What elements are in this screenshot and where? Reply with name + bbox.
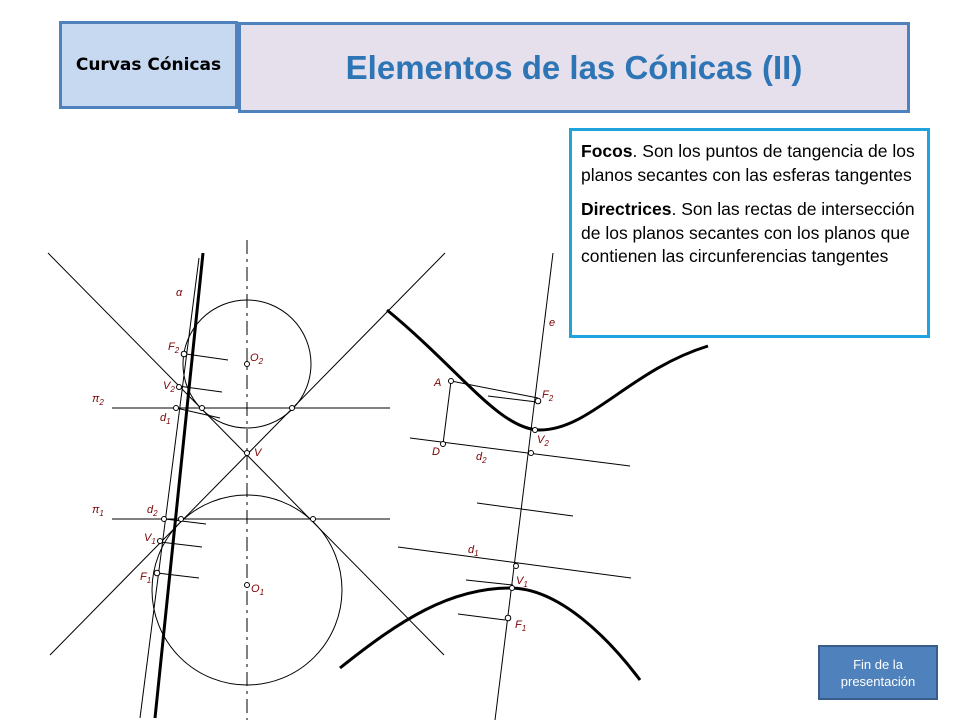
section-tab: Curvas Cónicas	[59, 21, 238, 109]
left-figure	[48, 240, 445, 720]
label-d1: $d_1$	[468, 544, 479, 558]
end-presentation-button[interactable]: Fin de la presentación	[818, 645, 938, 700]
point-d1-axis	[514, 564, 519, 569]
label-a: A	[434, 377, 442, 389]
tick-d1	[176, 408, 220, 418]
directrix-thin-line	[140, 258, 199, 718]
point-d2	[162, 517, 167, 522]
label-v: V	[254, 447, 262, 459]
point-v2	[533, 428, 538, 433]
parallel-mid	[477, 503, 573, 516]
label-v1: $V_1$	[516, 575, 528, 589]
label-f1: $F_1$	[515, 619, 527, 633]
point-f2	[181, 351, 187, 357]
label-d2: $d_2$	[476, 451, 487, 465]
right-labels	[432, 317, 555, 633]
point-v1	[158, 539, 163, 544]
label-d2: $d_2$	[147, 504, 158, 518]
label-v1: $V_1$	[144, 532, 156, 546]
point-pi1-b	[311, 517, 316, 522]
point-pi2-a	[200, 406, 205, 411]
alpha-plane-line	[155, 253, 203, 718]
label-v2: $V_2$	[163, 380, 175, 394]
label-o1: $O_1$	[251, 583, 265, 597]
label-v2: $V_2$	[537, 434, 549, 448]
point-f1	[505, 615, 511, 621]
label-e: e	[549, 317, 556, 329]
point-d	[441, 442, 446, 447]
point-v1	[510, 586, 515, 591]
left-labels	[92, 287, 264, 597]
focos-text: . Son los puntos de tangencia de los planos secantes con las esferas tangentes	[581, 141, 915, 185]
label-d: D	[432, 446, 440, 458]
tick-f1	[157, 573, 199, 578]
tick-f2	[488, 396, 537, 402]
point-v2	[177, 385, 182, 390]
label-pi2: $\pi_2$	[92, 393, 104, 407]
axis-e	[495, 253, 556, 720]
label-pi1: $\pi_1$	[92, 504, 104, 518]
label-alpha: α	[176, 287, 183, 299]
point-f1	[154, 570, 160, 576]
point-d2-axis	[529, 451, 534, 456]
point-v	[245, 451, 250, 456]
slide-title: Elementos de las Cónicas (II)	[238, 22, 910, 113]
tick-f1	[458, 614, 505, 620]
hyperbola-lower-branch	[340, 588, 640, 680]
point-pi1-a	[179, 517, 184, 522]
label-f2: $F_2$	[168, 341, 180, 355]
tick-v1	[466, 580, 513, 585]
segment-a-d	[443, 381, 451, 444]
point-d1	[174, 406, 179, 411]
segment-a-f2	[451, 381, 538, 398]
label-f2: $F_2$	[542, 389, 554, 403]
label-d1: $d_1$	[160, 412, 171, 426]
point-a	[449, 379, 454, 384]
right-figure	[340, 253, 708, 720]
point-f2	[535, 398, 541, 404]
point-pi2-b	[290, 406, 295, 411]
point-o1	[245, 583, 250, 588]
directrices-term: Directrices	[581, 199, 672, 219]
label-o2: $O_2$	[250, 352, 264, 366]
tick-d2	[165, 519, 206, 524]
directrix-d1	[398, 547, 631, 578]
point-o2	[245, 362, 250, 367]
focos-term: Focos	[581, 141, 633, 161]
directrices-text: . Son las rectas de intersección de los planos secantes con los planos que contienen las circunferencias tangentes	[581, 199, 915, 266]
hyperbola-upper-branch	[387, 310, 708, 430]
tick-v1	[160, 542, 202, 547]
label-f1: $F_1$	[140, 571, 152, 585]
